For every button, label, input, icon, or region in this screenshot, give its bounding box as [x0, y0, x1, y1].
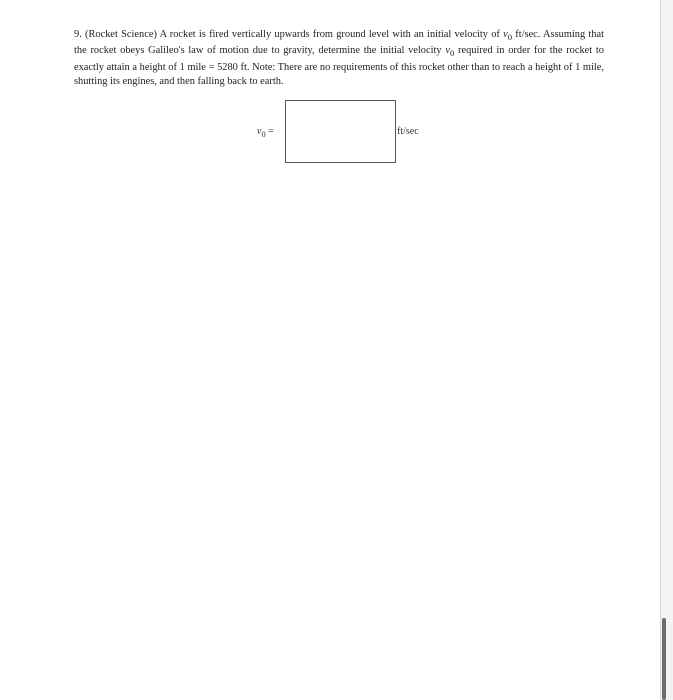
velocity-subscript: 0 — [449, 48, 455, 59]
problem-text — [74, 28, 604, 89]
problem-text-part-3: required in order for the rocket to exactly attain a height of 1 mile = 5280 ft. Note: There are no requirements of this rocket other than to reach a height of 1 mile, shutting its engines, and then falling back to earth. — [74, 45, 604, 87]
velocity-variable: v — [445, 45, 450, 57]
vertical-scrollbar[interactable] — [662, 618, 666, 700]
answer-unit: ft/sec — [397, 126, 419, 137]
problem-number: 9. — [74, 29, 82, 40]
answer-input-box[interactable] — [285, 100, 396, 163]
velocity-variable: v — [503, 29, 508, 40]
problem-text-part-2: ft/sec. Assuming that the rocket obeys Galileo's law of motion due to gravity, determine the initial velocity — [74, 29, 604, 57]
answer-variable: v — [257, 126, 262, 137]
answer-subscript: 0 — [261, 130, 266, 139]
answer-equals: = — [265, 126, 274, 137]
answer-label — [257, 126, 274, 139]
answer-row — [0, 100, 660, 166]
velocity-subscript: 0 — [507, 32, 513, 43]
problem-text-part-1: (Rocket Science) A rocket is fired vertically upwards from ground level with an initial velocity of — [85, 29, 504, 40]
